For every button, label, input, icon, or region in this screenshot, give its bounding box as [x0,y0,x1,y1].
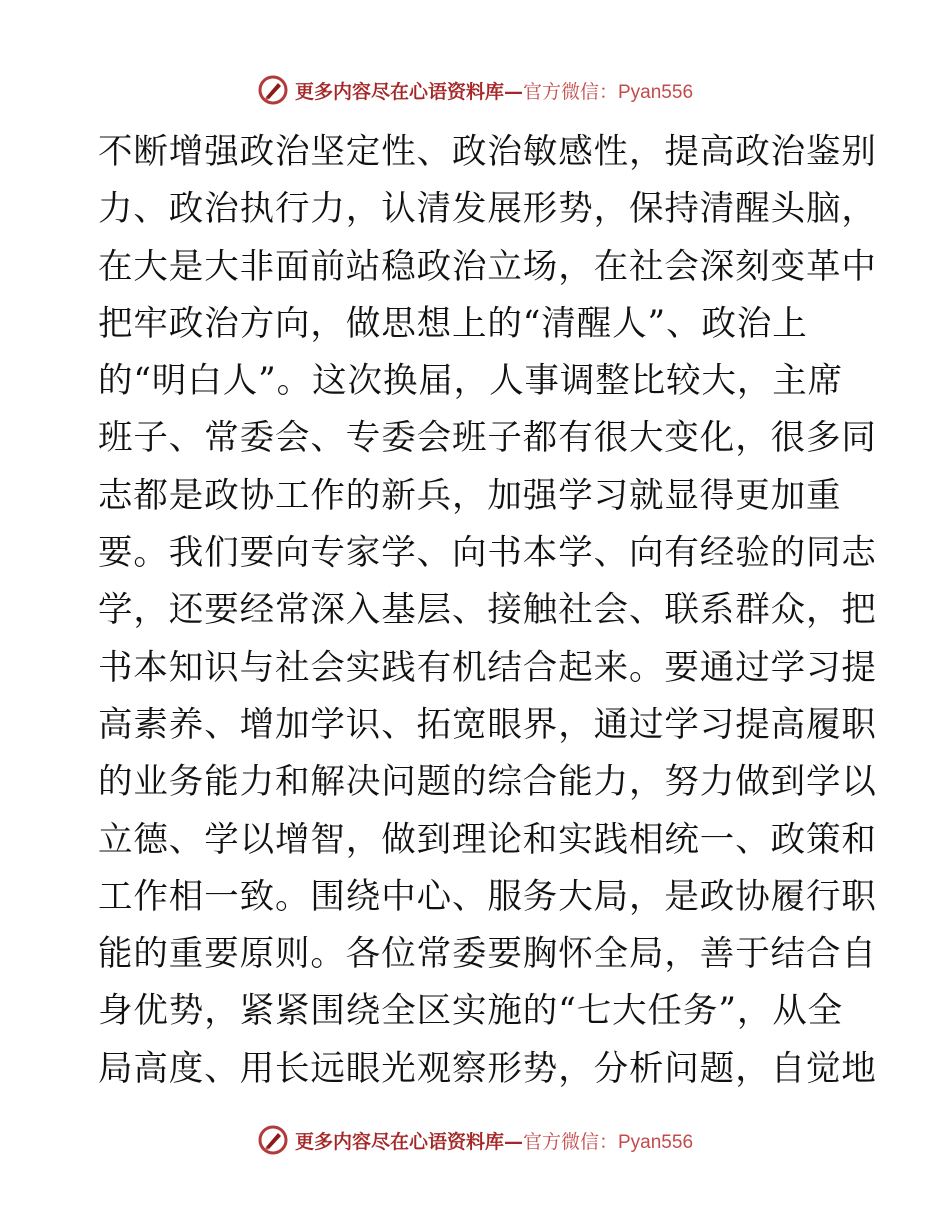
text-line: 局高度、用长远眼光观察形势，分析问题，自觉地 [98,1048,877,1089]
text-line: 在大是大非面前站稳政治立场，在社会深刻变革中 [98,246,877,287]
footer-wechat-label: 官方微信： [522,1130,618,1153]
pen-logo-icon [257,74,289,106]
footer-wechat-id: Pyan556 [618,1131,694,1153]
text-line: 力、政治执行力，认清发展形势，保持清醒头脑， [98,189,877,230]
text-line: 身优势，紧紧围绕全区实施的“七大任务”，从全 [98,991,844,1032]
text-line: 志都是政协工作的新兵，加强学习就显得更加重 [98,475,842,516]
header-dash: — [503,80,523,103]
text-line: 要。我们要向专家学、向书本学、向有经验的同志 [98,533,877,574]
footer-dash: — [503,1130,523,1153]
text-line: 把牢政治方向，做思想上的“清醒人”、政治上 [98,303,808,344]
text-line: 能的重要原则。各位常委要胸怀全局，善于结合自 [98,934,877,975]
footer-banner-text [295,1127,693,1154]
document-body [98,124,877,1098]
text-line: 班子、常委会、专委会班子都有很大变化，很多同 [98,418,877,459]
footer-brand: 更多内容尽在心语资料库 [294,1130,504,1153]
header-watermark [0,70,950,110]
text-line: 立德、学以增智，做到理论和实践相统一、政策和 [98,819,877,860]
pen-logo-icon [257,1124,289,1156]
header-wechat-id: Pyan556 [618,81,694,103]
header-brand: 更多内容尽在心语资料库 [294,80,504,103]
text-line: 工作相一致。围绕中心、服务大局，是政协履行职 [98,876,877,917]
footer-watermark [0,1120,950,1160]
text-line: 高素养、增加学识、拓宽眼界，通过学习提高履职 [98,704,877,745]
text-line: 的“明白人”。这次换届，人事调整比较大，主席 [98,361,844,402]
text-line: 的业务能力和解决问题的综合能力，努力做到学以 [98,762,877,803]
text-line: 不断增强政治坚定性、政治敏感性，提高政治鉴别 [98,132,877,172]
header-banner-text [295,77,693,104]
text-line: 书本知识与社会实践有机结合起来。要通过学习提 [98,647,877,688]
text-line: 学，还要经常深入基层、接触社会、联系群众，把 [98,590,877,631]
header-wechat-label: 官方微信： [522,80,618,103]
